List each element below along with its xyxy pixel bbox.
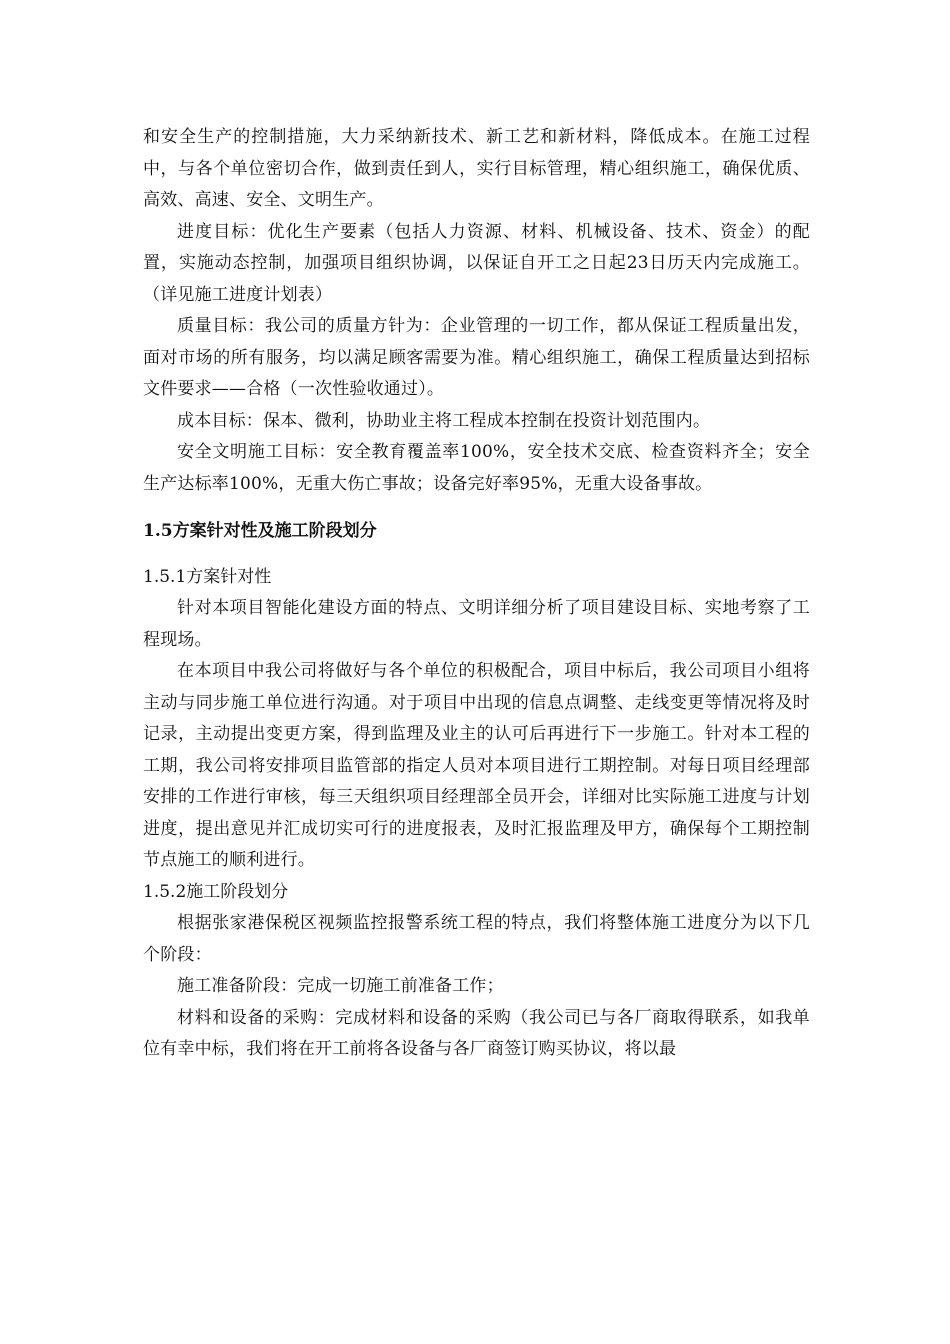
paragraph-cost-goal: 成本目标：保本、微利，协助业主将工程成本控制在投资计划范围内。 <box>177 410 711 431</box>
paragraph-safety-goal: 安全文明施工目标：安全教育覆盖率100%，安全技术交底、检查资料齐全；安全生产达标率100%，无重大伤亡事故；设备完好率95%，无重大设备事故。 <box>143 442 810 494</box>
paragraph-pertinence-2: 在本项目中我公司将做好与各个单位的积极配合，项目中标后，我公司项目小组将主动与同步施工单位进行沟通。对于项目中出现的信息点调整、走线变更等情况将及时记录，主动提出变更方案，得到监理及业主的认可后再进行下一步施工。针对本工程的工期，我公司将安排项目监管部的指定人员对本项目进行工期控制。对每日项目经理部安排的工作进行审核，每三天组织项目经理部全员开会，详细对比实际施工进度与计划进度，提出意见并汇成切实可行的进度报表，及时汇报监理及甲方，确保每个工期控制节点施工的顺利进行。 <box>143 661 810 870</box>
document-page <box>143 122 810 1066</box>
paragraph-stage-preparation: 施工准备阶段：完成一切施工前准备工作； <box>177 976 504 996</box>
subsection-heading-2: 1.5.2施工阶段划分 <box>143 881 289 902</box>
paragraph-stage-procurement: 材料和设备的采购：完成材料和设备的采购（我公司已与各厂商取得联系，如我单位有幸中标，我们将在开工前将各设备与各厂商签订购买协议，将以最 <box>143 1007 810 1059</box>
paragraph-quality-goal: 质量目标：我公司的质量方针为：企业管理的一切工作，都从保证工程质量出发，面对市场的所有服务，均以满足顾客需要为准。精心组织施工，确保工程质量达到招标文件要求——合格（一次性验收通过）。 <box>143 316 810 399</box>
paragraph-stages-intro: 根据张家港保税区视频监控报警系统工程的特点，我们将整体施工进度分为以下几个阶段： <box>143 913 810 965</box>
paragraph-pertinence-1: 针对本项目智能化建设方面的特点、文明详细分析了项目建设目标、实地考察了工程现场。 <box>143 598 810 650</box>
subsection-heading-1: 1.5.1方案针对性 <box>143 566 272 587</box>
paragraph-continuation: 和安全生产的控制措施，大力采纳新技术、新工艺和新材料，降低成本。在施工过程中，与各个单位密切合作，做到责任到人，实行目标管理，精心组织施工，确保优质、高效、高速、安全、文明生产。 <box>143 127 810 210</box>
section-heading: 1.5方案针对性及施工阶段划分 <box>143 521 377 541</box>
paragraph-schedule-goal: 进度目标：优化生产要素（包括人力资源、材料、机械设备、技术、资金）的配置，实施动态控制，加强项目组织协调，以保证自开工之日起23日历天内完成施工。（详见施工进度计划表） <box>143 221 810 305</box>
